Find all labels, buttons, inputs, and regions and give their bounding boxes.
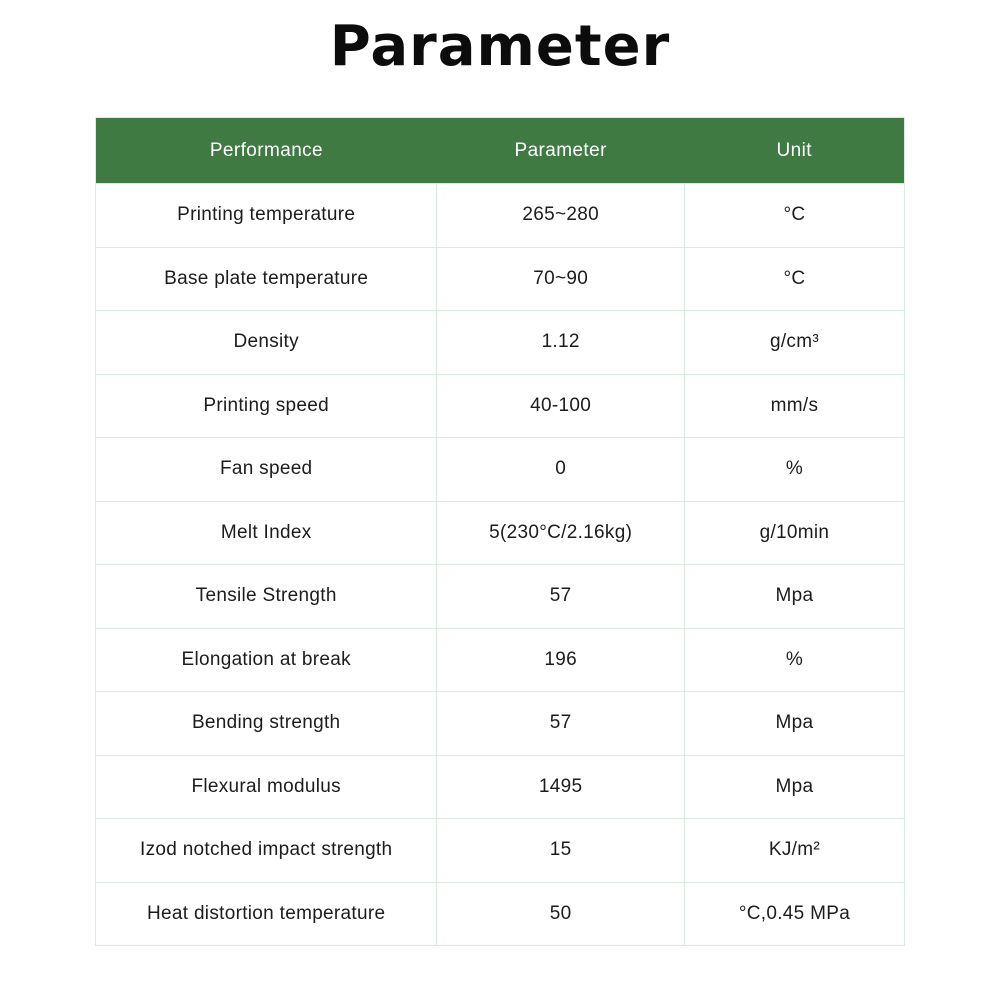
table-row [96,692,905,756]
cell-performance: Printing temperature [96,184,437,248]
cell-parameter: 5(230°C/2.16kg) [437,501,685,565]
cell-unit: mm/s [684,374,904,438]
cell-unit: °C,0.45 MPa [684,882,904,946]
cell-parameter: 265~280 [437,184,685,248]
cell-parameter: 196 [437,628,685,692]
table-row [96,501,905,565]
cell-unit: g/10min [684,501,904,565]
cell-unit: Mpa [684,755,904,819]
table-row [96,565,905,629]
table-row [96,247,905,311]
table-row [96,311,905,375]
table-row [96,755,905,819]
table-row [96,374,905,438]
cell-unit: KJ/m² [684,819,904,883]
cell-unit: % [684,438,904,502]
table-header-row [96,118,905,184]
cell-parameter: 0 [437,438,685,502]
column-header-parameter: Parameter [437,118,685,184]
page-title: Parameter [329,14,671,79]
cell-performance: Fan speed [96,438,437,502]
cell-performance: Flexural modulus [96,755,437,819]
cell-performance: Heat distortion temperature [96,882,437,946]
cell-performance: Density [96,311,437,375]
table-row [96,819,905,883]
cell-parameter: 1495 [437,755,685,819]
column-header-unit: Unit [684,118,904,184]
cell-performance: Base plate temperature [96,247,437,311]
cell-unit: °C [684,247,904,311]
parameter-table [95,117,905,946]
cell-performance: Izod notched impact strength [96,819,437,883]
cell-parameter: 40-100 [437,374,685,438]
cell-performance: Bending strength [96,692,437,756]
cell-parameter: 1.12 [437,311,685,375]
cell-unit: % [684,628,904,692]
table-row [96,438,905,502]
cell-performance: Melt Index [96,501,437,565]
cell-parameter: 15 [437,819,685,883]
cell-unit: °C [684,184,904,248]
column-header-performance: Performance [96,118,437,184]
cell-parameter: 57 [437,692,685,756]
table-row [96,184,905,248]
table-row [96,628,905,692]
cell-parameter: 50 [437,882,685,946]
table-row [96,882,905,946]
cell-unit: Mpa [684,692,904,756]
cell-unit: Mpa [684,565,904,629]
cell-performance: Elongation at break [96,628,437,692]
cell-performance: Tensile Strength [96,565,437,629]
cell-parameter: 70~90 [437,247,685,311]
cell-parameter: 57 [437,565,685,629]
cell-unit: g/cm³ [684,311,904,375]
cell-performance: Printing speed [96,374,437,438]
